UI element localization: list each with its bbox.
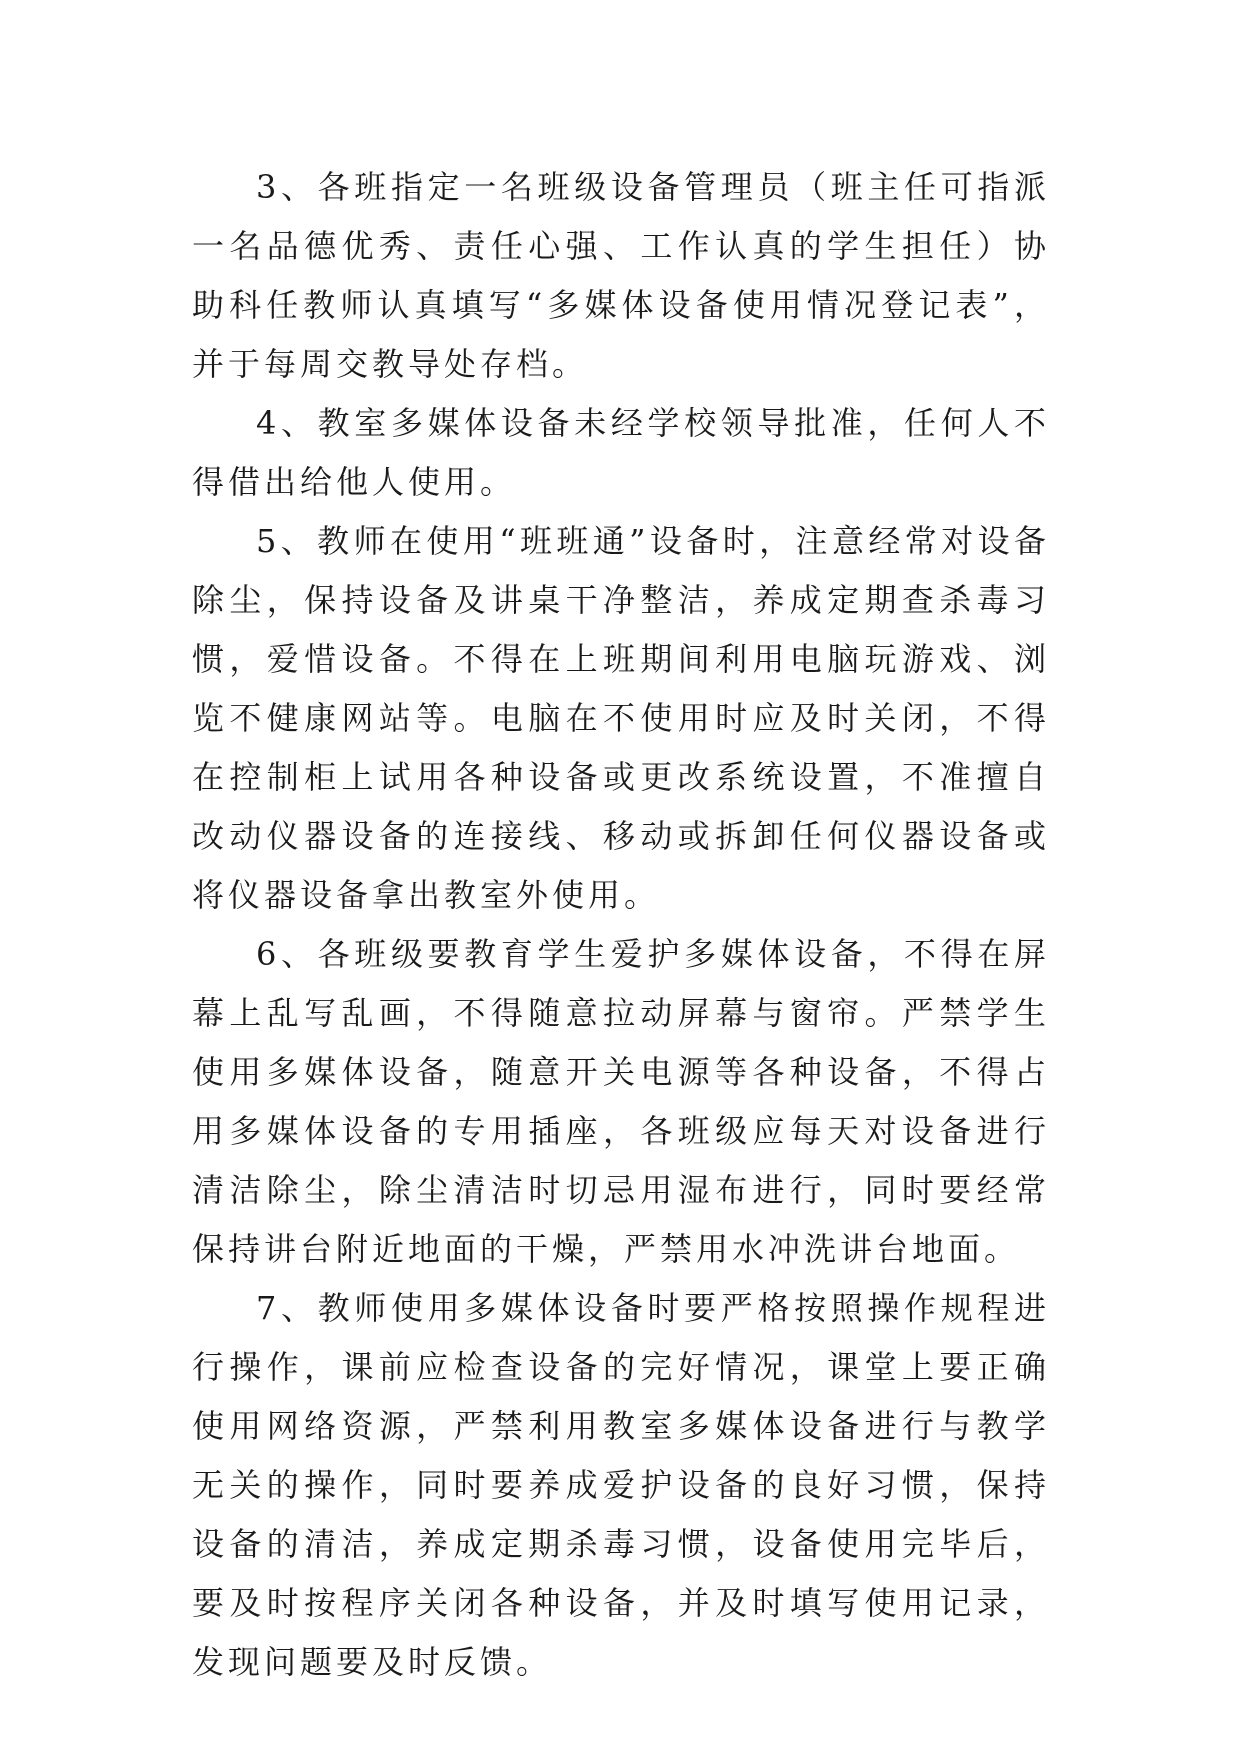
document-body <box>192 158 1050 1692</box>
paragraph-item-4: 4、教室多媒体设备未经学校领导批准，任何人不得借出给他人使用。 <box>192 404 1050 501</box>
paragraph-item-3: 3、各班指定一名班级设备管理员（班主任可指派一名品德优秀、责任心强、工作认真的学生担任）协助科任教师认真填写“多媒体设备使用情况登记表”，并于每周交教导处存档。 <box>192 168 1050 383</box>
paragraph-item-7: 7、教师使用多媒体设备时要严格按照操作规程进行操作，课前应检查设备的完好情况，课堂上要正确使用网络资源，严禁利用教室多媒体设备进行与教学无关的操作，同时要养成爱护设备的良好习惯，保持设备的清洁，养成定期杀毒习惯，设备使用完毕后，要及时按程序关闭各种设备，并及时填写使用记录，发现问题要及时反馈。 <box>192 1289 1050 1681</box>
paragraph-item-5: 5、教师在使用“班班通”设备时，注意经常对设备除尘，保持设备及讲桌干净整洁，养成定期查杀毒习惯，爱惜设备。不得在上班期间利用电脑玩游戏、浏览不健康网站等。电脑在不使用时应及时关闭，不得在控制柜上试用各种设备或更改系统设置，不准擅自改动仪器设备的连接线、移动或拆卸任何仪器设备或将仪器设备拿出教室外使用。 <box>192 522 1050 914</box>
paragraph-item-6: 6、各班级要教育学生爱护多媒体设备，不得在屏幕上乱写乱画，不得随意拉动屏幕与窗帘。严禁学生使用多媒体设备，随意开关电源等各种设备，不得占用多媒体设备的专用插座，各班级应每天对设备进行清洁除尘，除尘清洁时切忌用湿布进行，同时要经常保持讲台附近地面的干燥，严禁用水冲洗讲台地面。 <box>192 935 1050 1268</box>
